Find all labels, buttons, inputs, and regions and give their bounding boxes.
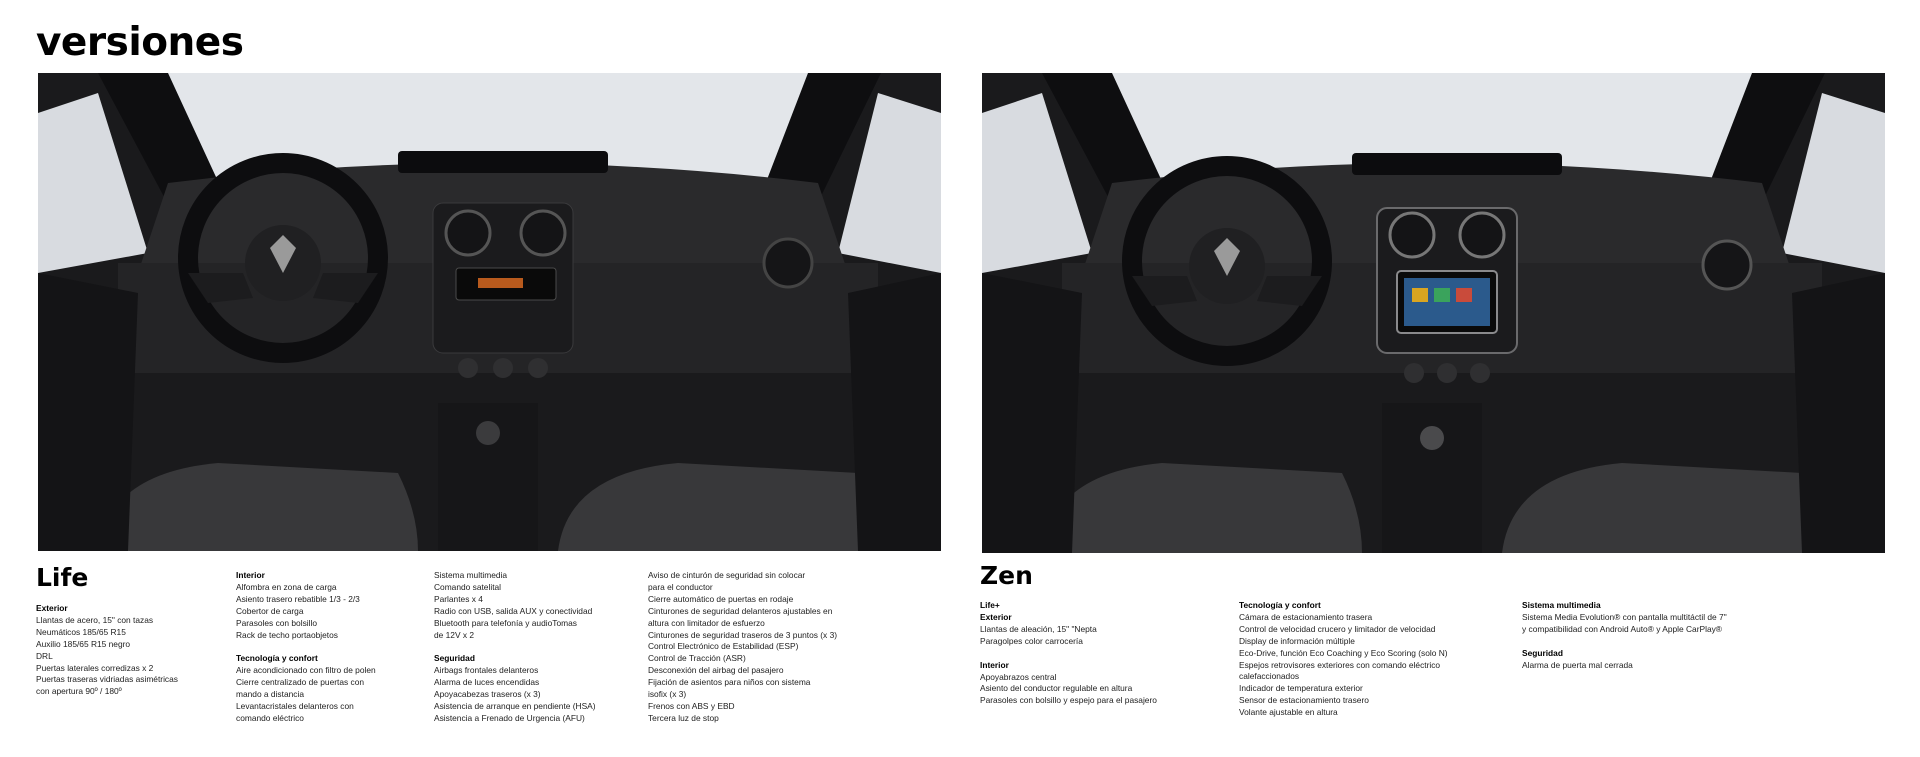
spec-item: Alarma de luces encendidas [434, 677, 540, 688]
spec-item: altura con limitador de esfuerzo [648, 617, 765, 628]
life-multimedia-column [434, 570, 596, 725]
spec-item: isofix (x 3) [648, 689, 687, 700]
spec-item: Control de Tracción (ASR) [648, 653, 746, 664]
spec-item: Control Electrónico de Estabilidad (ESP) [648, 641, 799, 652]
spec-item: Llantas de acero, 15" con tazas [36, 614, 154, 625]
spec-item: de 12V x 2 [434, 629, 475, 640]
spec-item: Apoyabrazos central [980, 671, 1057, 682]
spec-item: Comando satelital [434, 581, 502, 592]
spec-item: Volante ajustable en altura [1239, 707, 1338, 718]
spec-item: Alfombra en zona de carga [236, 581, 337, 592]
life-dashboard-photo [38, 73, 941, 551]
zen-exterior-interior-column [980, 600, 1157, 707]
spec-item: Parasoles con bolsillo y espejo para el pasajero [980, 695, 1157, 706]
spec-item: Apoyacabezas traseros (x 3) [434, 689, 541, 700]
spec-item: comando eléctrico [236, 712, 304, 723]
life-seguridad-heading: Seguridad [434, 653, 475, 664]
spec-item: DRL [36, 650, 53, 661]
spec-item: Aire acondicionado con filtro de polen [236, 665, 376, 676]
life-interior-heading: Interior [236, 570, 265, 580]
life-tecnologia-heading: Tecnología y confort [236, 653, 318, 664]
spec-item: Sistema multimedia [434, 570, 508, 580]
life-interior-column [236, 570, 376, 725]
page-title: versiones [36, 20, 244, 65]
life-seguridad-column-2 [648, 570, 837, 725]
spec-item: Sistema Media Evolution® con pantalla multitáctil de 7" [1522, 611, 1727, 622]
spec-item: y compatibilidad con Android Auto® y Apple CarPlay® [1522, 623, 1722, 634]
spec-item: Cobertor de carga [236, 605, 304, 616]
spec-item: Sensor de estacionamiento trasero [1239, 695, 1369, 706]
zen-version-title: Zen [980, 561, 1033, 590]
spec-item: Asiento del conductor regulable en altura [980, 683, 1133, 694]
spec-item: Espejos retrovisores exteriores con comando eléctrico [1239, 659, 1441, 670]
zen-interior-heading: Interior [980, 659, 1009, 670]
spec-item: Parasoles con bolsillo [236, 617, 318, 628]
spec-item: Levantacristales delanteros con [236, 701, 354, 712]
spec-item: Cierre centralizado de puertas con [236, 677, 365, 688]
life-exterior-column [36, 603, 178, 698]
life-exterior-heading: Exterior [36, 603, 68, 613]
spec-item: Puertas traseras vidriadas asimétricas [36, 674, 178, 685]
spec-item: Cámara de estacionamiento trasera [1239, 611, 1373, 622]
spec-item: Cierre automático de puertas en rodaje [648, 593, 794, 604]
spec-item: Tercera luz de stop [648, 712, 719, 723]
zen-dashboard-photo [982, 73, 1885, 553]
spec-item: Rack de techo portaobjetos [236, 629, 338, 640]
zen-tecnologia-heading: Tecnología y confort [1239, 600, 1321, 610]
spec-item: Bluetooth para telefonía y audioTomas [434, 617, 577, 628]
spec-item: Desconexión del airbag del pasajero [648, 665, 784, 676]
spec-item: con apertura 90º / 180º [36, 686, 122, 697]
spec-item: Puertas laterales corredizas x 2 [36, 662, 154, 673]
zen-lifeplus-label: Life+ [980, 600, 1000, 610]
spec-item: Eco-Drive, función Eco Coaching y Eco Scoring (solo N) [1239, 647, 1448, 658]
spec-item: Display de información múltiple [1239, 635, 1355, 646]
spec-item: Asiento trasero rebatible 1/3 - 2/3 [236, 593, 360, 604]
spec-item: Control de velocidad crucero y limitador de velocidad [1239, 623, 1436, 634]
spec-item: para el conductor [648, 581, 713, 592]
spec-item: Cinturones de seguridad delanteros ajustables en [648, 605, 833, 616]
spec-item: Indicador de temperatura exterior [1239, 683, 1363, 694]
spec-item: Llantas de aleación, 15" "Nepta [980, 623, 1097, 634]
spec-item: Frenos con ABS y EBD [648, 700, 735, 711]
spec-item: Radio con USB, salida AUX y conectividad [434, 605, 593, 616]
spec-item: Cinturones de seguridad traseros de 3 puntos (x 3) [648, 629, 838, 640]
spec-item: Asistencia de arranque en pendiente (HSA) [434, 701, 596, 712]
zen-exterior-heading: Exterior [980, 611, 1012, 622]
life-version-title: Life [36, 563, 89, 592]
spec-item: Aviso de cinturón de seguridad sin colocar [648, 570, 806, 580]
spec-item: Neumáticos 185/65 R15 [36, 626, 126, 637]
spec-item: mando a distancia [236, 689, 304, 700]
spec-item: calefaccionados [1239, 671, 1300, 682]
spec-item: Airbags frontales delanteros [434, 665, 539, 676]
zen-tecnologia-column [1239, 600, 1448, 719]
zen-seguridad-heading: Seguridad [1522, 647, 1563, 658]
spec-item: Paragolpes color carrocería [980, 635, 1083, 646]
spec-item: Auxilio 185/65 R15 negro [36, 638, 131, 649]
spec-item: Alarma de puerta mal cerrada [1522, 659, 1633, 670]
zen-multimedia-column [1522, 600, 1727, 672]
spec-item: Parlantes x 4 [434, 593, 483, 604]
zen-multimedia-heading: Sistema multimedia [1522, 600, 1601, 610]
spec-item: Fijación de asientos para niños con sistema [648, 677, 811, 688]
spec-item: Asistencia a Frenado de Urgencia (AFU) [434, 712, 585, 723]
